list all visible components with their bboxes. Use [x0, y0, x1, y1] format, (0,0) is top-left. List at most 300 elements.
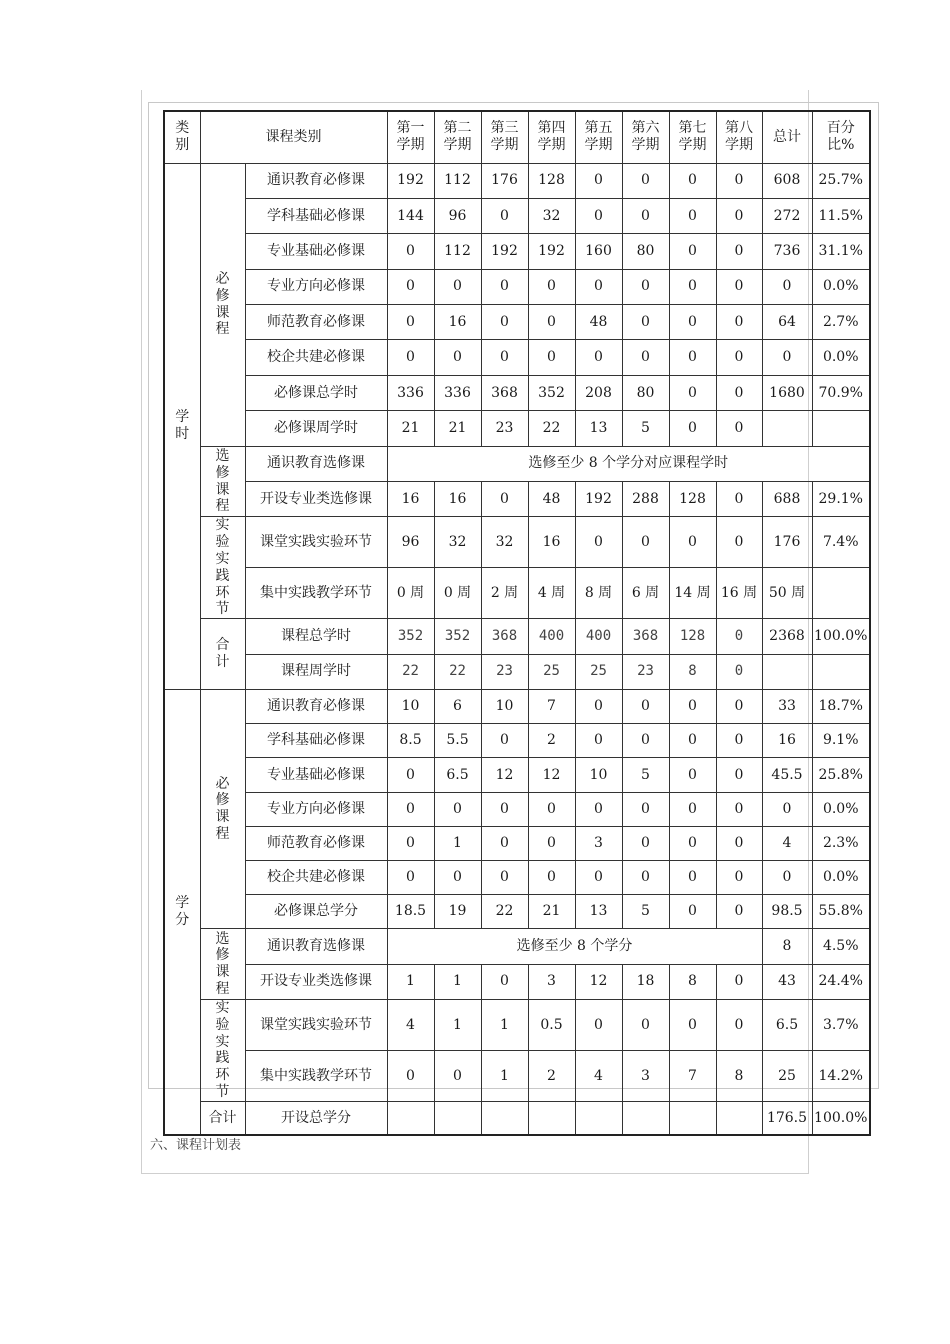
- elective-group-label: 选修课程: [215, 447, 230, 515]
- course-name: 必修课总学分: [245, 895, 387, 929]
- value-cell: 0: [575, 517, 622, 568]
- total-cell: 608: [762, 163, 812, 198]
- value-cell: 0: [716, 234, 762, 269]
- table-row: [164, 826, 870, 860]
- value-cell: 4: [387, 1000, 434, 1051]
- percent-cell: 9.1%: [812, 724, 870, 758]
- value-cell: 0: [669, 198, 716, 233]
- value-cell: 0: [622, 305, 669, 340]
- value-cell: 192: [528, 234, 575, 269]
- value-cell: 0: [481, 305, 528, 340]
- value-cell: 128: [528, 163, 575, 198]
- percent-cell: 70.9%: [812, 375, 870, 410]
- table-row: [164, 234, 870, 269]
- course-name: 必修课总学时: [245, 375, 387, 410]
- table-row: [164, 964, 870, 999]
- value-cell: 0: [716, 724, 762, 758]
- value-cell: 0: [716, 517, 762, 568]
- value-cell: 0: [669, 517, 716, 568]
- value-cell: 0: [669, 305, 716, 340]
- value-cell: 8: [669, 964, 716, 999]
- value-cell: 21: [528, 895, 575, 929]
- value-cell: 0: [575, 724, 622, 758]
- value-cell: 23: [622, 654, 669, 689]
- total-cell: 176: [762, 517, 812, 568]
- semester-header-label: 第八学期: [725, 120, 753, 154]
- total-cell: 43: [762, 964, 812, 999]
- semester-header: [575, 111, 622, 163]
- percent-cell: 100.0%: [812, 619, 870, 654]
- total-cell: 45.5: [762, 758, 812, 792]
- value-cell: 0: [716, 305, 762, 340]
- value-cell: 21: [434, 411, 481, 446]
- value-cell: 192: [387, 163, 434, 198]
- practice-group-label: 实验实践环节: [215, 1000, 230, 1101]
- table-row: [164, 654, 870, 689]
- value-cell: 0: [528, 340, 575, 375]
- value-cell: 3: [622, 1050, 669, 1101]
- value-cell: 16: [387, 482, 434, 517]
- value-cell: 0: [481, 482, 528, 517]
- value-cell: 14 周: [669, 568, 716, 619]
- value-cell: 288: [622, 482, 669, 517]
- value-cell: 25: [528, 654, 575, 689]
- semester-header-label: 第五学期: [584, 120, 613, 154]
- value-cell: 4 周: [528, 568, 575, 619]
- value-cell: 0: [528, 860, 575, 894]
- value-cell: 0: [622, 689, 669, 723]
- value-cell: 80: [622, 234, 669, 269]
- value-cell: 0: [669, 340, 716, 375]
- semester-header: [434, 111, 481, 163]
- value-cell: 25: [575, 654, 622, 689]
- percent-cell: [812, 568, 870, 619]
- percent-cell: 11.5%: [812, 198, 870, 233]
- course-name: 开设专业类选修课: [245, 964, 387, 999]
- table-row: [164, 198, 870, 233]
- page-frame-line: [141, 90, 142, 1173]
- percent-header: [812, 111, 870, 163]
- value-cell: 23: [481, 654, 528, 689]
- value-cell: 0: [387, 860, 434, 894]
- course-name: 集中实践教学环节: [245, 568, 387, 619]
- semester-header-label: 第一学期: [396, 120, 425, 154]
- credits-category-label: 分: [175, 912, 190, 929]
- table-row: [164, 340, 870, 375]
- value-cell: 12: [528, 758, 575, 792]
- total-cell: 736: [762, 234, 812, 269]
- value-cell: 8.5: [387, 724, 434, 758]
- value-cell: 4: [575, 1050, 622, 1101]
- value-cell: 22: [528, 411, 575, 446]
- empty-cell: [481, 1101, 528, 1135]
- table-row: [164, 482, 870, 517]
- course-name: 课堂实践实验环节: [245, 517, 387, 568]
- value-cell: 0: [622, 163, 669, 198]
- value-cell: 10: [481, 689, 528, 723]
- value-cell: 0: [716, 792, 762, 826]
- course-name: 学科基础必修课: [245, 724, 387, 758]
- value-cell: 0: [716, 340, 762, 375]
- semester-header: [669, 111, 716, 163]
- value-cell: 5: [622, 411, 669, 446]
- total-cell: 688: [762, 482, 812, 517]
- percent-cell: 31.1%: [812, 234, 870, 269]
- elective-group: [200, 446, 245, 517]
- total-cell: 0: [762, 340, 812, 375]
- value-cell: 0: [716, 758, 762, 792]
- value-cell: 0: [716, 619, 762, 654]
- percent-cell: 14.2%: [812, 1050, 870, 1101]
- value-cell: 0: [622, 198, 669, 233]
- course-name: 课程总学时: [245, 619, 387, 654]
- value-cell: 0: [434, 269, 481, 304]
- course-name: 专业基础必修课: [245, 758, 387, 792]
- percent-cell: 0.0%: [812, 860, 870, 894]
- table-row: [164, 792, 870, 826]
- total-cell: 33: [762, 689, 812, 723]
- value-cell: 5.5: [434, 724, 481, 758]
- percent-cell: 7.4%: [812, 517, 870, 568]
- value-cell: 352: [434, 619, 481, 654]
- value-cell: 0: [669, 375, 716, 410]
- course-name: 专业方向必修课: [245, 792, 387, 826]
- total-cell: 16: [762, 724, 812, 758]
- value-cell: 0: [575, 269, 622, 304]
- credits-category: [164, 689, 200, 1135]
- value-cell: 0: [669, 689, 716, 723]
- semester-header: [528, 111, 575, 163]
- value-cell: 12: [481, 758, 528, 792]
- course-name: 校企共建必修课: [245, 860, 387, 894]
- value-cell: 32: [481, 517, 528, 568]
- value-cell: 0: [716, 895, 762, 929]
- value-cell: 0: [575, 163, 622, 198]
- value-cell: 400: [528, 619, 575, 654]
- percent-cell: 2.3%: [812, 826, 870, 860]
- value-cell: 0: [387, 269, 434, 304]
- table-row: [164, 411, 870, 446]
- percent-cell: 3.7%: [812, 1000, 870, 1051]
- table-row: [164, 517, 870, 568]
- value-cell: 0: [622, 792, 669, 826]
- course-name: 开设专业类选修课: [245, 482, 387, 517]
- value-cell: 22: [434, 654, 481, 689]
- value-cell: 7: [669, 1050, 716, 1101]
- table-row: [164, 860, 870, 894]
- total-cell: 8: [762, 929, 812, 964]
- value-cell: 16 周: [716, 568, 762, 619]
- value-cell: 3: [575, 826, 622, 860]
- value-cell: 0: [387, 792, 434, 826]
- value-cell: 8 周: [575, 568, 622, 619]
- value-cell: 0: [481, 198, 528, 233]
- percent-cell: 2.7%: [812, 305, 870, 340]
- value-cell: 352: [528, 375, 575, 410]
- empty-cell: [716, 1101, 762, 1135]
- value-cell: 22: [387, 654, 434, 689]
- required-group: [200, 689, 245, 928]
- empty-cell: [669, 1101, 716, 1135]
- required-group-label: 必修课程: [215, 270, 230, 338]
- percent-cell: [812, 654, 870, 689]
- empty-cell: [575, 1101, 622, 1135]
- total-cell: [762, 411, 812, 446]
- value-cell: 0: [387, 758, 434, 792]
- value-cell: 0: [575, 198, 622, 233]
- table-row: [164, 446, 870, 481]
- percent-cell: 4.5%: [812, 929, 870, 964]
- value-cell: 7: [528, 689, 575, 723]
- value-cell: 96: [434, 198, 481, 233]
- value-cell: 18.5: [387, 895, 434, 929]
- value-cell: 0: [575, 1000, 622, 1051]
- value-cell: 0: [716, 482, 762, 517]
- empty-cell: [528, 1101, 575, 1135]
- table-row: [164, 163, 870, 198]
- value-cell: 0: [481, 964, 528, 999]
- value-cell: 8: [669, 654, 716, 689]
- percent-header-label: 百分比%: [826, 120, 855, 154]
- total-header: 总计: [762, 111, 812, 163]
- value-cell: 336: [434, 375, 481, 410]
- category-header: [164, 111, 200, 163]
- credits-category-label: 学: [175, 895, 190, 912]
- value-cell: 368: [622, 619, 669, 654]
- value-cell: 12: [575, 964, 622, 999]
- value-cell: 1: [434, 964, 481, 999]
- practice-group-label: 实验实践环节: [215, 517, 230, 618]
- value-cell: 6: [434, 689, 481, 723]
- elective-note: 选修至少 8 个学分: [387, 929, 762, 964]
- course-name: 开设总学分: [245, 1101, 387, 1135]
- empty-cell: [622, 1101, 669, 1135]
- table-row: [164, 929, 870, 964]
- value-cell: 0: [575, 340, 622, 375]
- value-cell: 192: [575, 482, 622, 517]
- total-cell: 6.5: [762, 1000, 812, 1051]
- value-cell: 0: [716, 1000, 762, 1051]
- value-cell: 352: [387, 619, 434, 654]
- required-group-label: 必修课程: [215, 775, 230, 842]
- course-name: 专业方向必修课: [245, 269, 387, 304]
- value-cell: 2 周: [481, 568, 528, 619]
- value-cell: 2: [528, 1050, 575, 1101]
- value-cell: 5: [622, 895, 669, 929]
- course-name: 师范教育必修课: [245, 826, 387, 860]
- value-cell: 3: [528, 964, 575, 999]
- value-cell: 13: [575, 895, 622, 929]
- value-cell: 0: [669, 758, 716, 792]
- percent-cell: 18.7%: [812, 689, 870, 723]
- value-cell: 0: [669, 792, 716, 826]
- value-cell: 10: [387, 689, 434, 723]
- required-group: [200, 163, 245, 446]
- value-cell: 10: [575, 758, 622, 792]
- table-row: [164, 689, 870, 723]
- course-name: 课堂实践实验环节: [245, 1000, 387, 1051]
- semester-header-label: 第四学期: [537, 120, 566, 154]
- type-header: 课程类别: [200, 111, 387, 163]
- total-cell: 0: [762, 860, 812, 894]
- value-cell: 22: [481, 895, 528, 929]
- course-name: 集中实践教学环节: [245, 1050, 387, 1101]
- value-cell: 0: [622, 1000, 669, 1051]
- value-cell: 176: [481, 163, 528, 198]
- value-cell: 0: [716, 411, 762, 446]
- table-row: [164, 1000, 870, 1051]
- table-row: [164, 724, 870, 758]
- total-cell: 0: [762, 792, 812, 826]
- course-name: 通识教育选修课: [245, 446, 387, 481]
- value-cell: 368: [481, 619, 528, 654]
- semester-header: [716, 111, 762, 163]
- total-cell: 176.5: [762, 1101, 812, 1135]
- course-name: 校企共建必修课: [245, 340, 387, 375]
- value-cell: 128: [669, 482, 716, 517]
- total-cell: 0: [762, 269, 812, 304]
- category-header-label: 类别: [175, 120, 190, 154]
- value-cell: 0: [481, 724, 528, 758]
- value-cell: 160: [575, 234, 622, 269]
- value-cell: 0: [716, 163, 762, 198]
- total-cell: 98.5: [762, 895, 812, 929]
- semester-header-label: 第三学期: [490, 120, 519, 154]
- semester-header: [622, 111, 669, 163]
- value-cell: 0: [528, 305, 575, 340]
- value-cell: 0: [669, 724, 716, 758]
- value-cell: 0: [716, 654, 762, 689]
- table-row: [164, 269, 870, 304]
- value-cell: 0: [669, 269, 716, 304]
- percent-cell: 0.0%: [812, 340, 870, 375]
- value-cell: 48: [528, 482, 575, 517]
- value-cell: 2: [528, 724, 575, 758]
- value-cell: 0: [387, 340, 434, 375]
- value-cell: 19: [434, 895, 481, 929]
- value-cell: 0: [528, 826, 575, 860]
- hours-category: [164, 163, 200, 689]
- total-cell: 272: [762, 198, 812, 233]
- value-cell: 1: [481, 1000, 528, 1051]
- value-cell: 6.5: [434, 758, 481, 792]
- value-cell: 192: [481, 234, 528, 269]
- course-name: 通识教育选修课: [245, 929, 387, 964]
- value-cell: 0: [669, 826, 716, 860]
- total-group: 合计: [200, 1101, 245, 1135]
- value-cell: 16: [528, 517, 575, 568]
- value-cell: 96: [387, 517, 434, 568]
- table-row: [164, 1101, 870, 1135]
- value-cell: 368: [481, 375, 528, 410]
- value-cell: 144: [387, 198, 434, 233]
- value-cell: 0: [716, 269, 762, 304]
- value-cell: 336: [387, 375, 434, 410]
- value-cell: 0: [528, 269, 575, 304]
- total-cell: [762, 654, 812, 689]
- course-name: 专业基础必修课: [245, 234, 387, 269]
- value-cell: 0: [481, 340, 528, 375]
- percent-cell: 0.0%: [812, 792, 870, 826]
- value-cell: 0: [481, 269, 528, 304]
- value-cell: 0: [669, 411, 716, 446]
- total-group: [200, 619, 245, 690]
- practice-group: [200, 517, 245, 619]
- total-cell: 64: [762, 305, 812, 340]
- value-cell: 16: [434, 305, 481, 340]
- value-cell: 0: [481, 792, 528, 826]
- value-cell: 0: [716, 689, 762, 723]
- value-cell: 0: [716, 964, 762, 999]
- value-cell: 0: [575, 792, 622, 826]
- value-cell: 400: [575, 619, 622, 654]
- course-name: 课程周学时: [245, 654, 387, 689]
- table-row: [164, 568, 870, 619]
- value-cell: 1: [481, 1050, 528, 1101]
- value-cell: 1: [387, 964, 434, 999]
- value-cell: 0: [669, 895, 716, 929]
- total-cell: 2368: [762, 619, 812, 654]
- total-cell: 1680: [762, 375, 812, 410]
- course-name: 师范教育必修课: [245, 305, 387, 340]
- table-row: [164, 895, 870, 929]
- value-cell: 0 周: [434, 568, 481, 619]
- value-cell: 0: [481, 826, 528, 860]
- percent-cell: 25.7%: [812, 163, 870, 198]
- value-cell: 208: [575, 375, 622, 410]
- value-cell: 0: [387, 826, 434, 860]
- value-cell: 0: [434, 340, 481, 375]
- percent-cell: [812, 411, 870, 446]
- elective-group-label: 选修课程: [215, 930, 230, 997]
- hours-category-label: 学: [175, 409, 190, 426]
- table-row: [164, 1050, 870, 1101]
- value-cell: 21: [387, 411, 434, 446]
- value-cell: 0: [669, 163, 716, 198]
- table-row: [164, 619, 870, 654]
- value-cell: 1: [434, 1000, 481, 1051]
- course-hours-credits-table: [163, 110, 871, 1136]
- value-cell: 0: [669, 1000, 716, 1051]
- value-cell: 0: [669, 860, 716, 894]
- semester-header: [387, 111, 434, 163]
- value-cell: 0: [528, 792, 575, 826]
- value-cell: 1: [434, 826, 481, 860]
- percent-cell: 0.0%: [812, 269, 870, 304]
- value-cell: 8: [716, 1050, 762, 1101]
- value-cell: 0: [622, 340, 669, 375]
- semester-header: [481, 111, 528, 163]
- value-cell: 0: [622, 826, 669, 860]
- value-cell: 13: [575, 411, 622, 446]
- value-cell: 112: [434, 234, 481, 269]
- empty-cell: [387, 1101, 434, 1135]
- course-name: 通识教育必修课: [245, 689, 387, 723]
- value-cell: 0: [669, 234, 716, 269]
- elective-group: [200, 929, 245, 1000]
- percent-cell: 55.8%: [812, 895, 870, 929]
- practice-group: [200, 1000, 245, 1102]
- value-cell: 5: [622, 758, 669, 792]
- table-row: [164, 305, 870, 340]
- total-cell: 50 周: [762, 568, 812, 619]
- course-name: 通识教育必修课: [245, 163, 387, 198]
- course-name: 必修课周学时: [245, 411, 387, 446]
- value-cell: 0: [716, 826, 762, 860]
- percent-cell: 29.1%: [812, 482, 870, 517]
- table-row: [164, 111, 870, 163]
- value-cell: 0: [575, 860, 622, 894]
